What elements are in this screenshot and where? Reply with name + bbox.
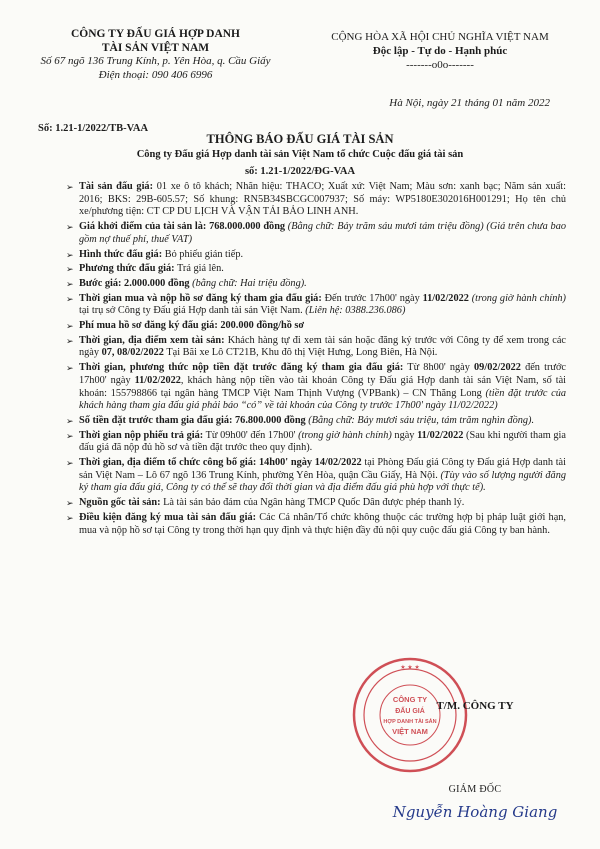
- bullet-icon: ➢: [66, 264, 74, 275]
- bullet-icon: ➢: [66, 458, 74, 469]
- national-header: [300, 30, 580, 110]
- svg-text:HỢP DANH TÀI SẢN: HỢP DANH TÀI SẢN: [383, 719, 437, 725]
- item-text: Bỏ phiếu gián tiếp.: [162, 248, 244, 260]
- item-text: 09/02/2022: [474, 362, 521, 374]
- bullet-icon: ➢: [66, 278, 74, 289]
- svg-text:ĐẤU GIÁ: ĐẤU GIÁ: [395, 708, 425, 715]
- company-address: Số 67 ngõ 136 Trung Kính, p. Yên Hòa, q. Cầu Giấy: [40, 55, 271, 67]
- item-text: 11/02/2022: [422, 292, 469, 304]
- motto-separator: -------o0o-------: [406, 59, 474, 71]
- list-item: [66, 292, 566, 318]
- bullet-icon: ➢: [66, 249, 74, 260]
- item-label: Số tiền đặt trước tham gia đấu giá: 76.800.000 đồng: [79, 414, 306, 426]
- issue-date: Hà Nội, ngày 21 tháng 01 năm 2022: [389, 97, 550, 109]
- company-phone: Điện thoại: 090 406 6996: [98, 68, 213, 81]
- list-item: [66, 277, 566, 291]
- signature-block: [380, 700, 570, 821]
- bullet-icon: ➢: [66, 415, 74, 426]
- item-text: 11/02/2022: [134, 374, 181, 386]
- item-text: đến trước 17h00' ngày: [79, 362, 566, 386]
- item-text: (Sau khi người tham gia đấu giá đã nộp đủ hồ sơ và tiền đặt trước theo quy định).: [79, 429, 566, 454]
- list-item: [66, 181, 566, 219]
- item-label: Bước giá: 2.000.000 đồng: [79, 277, 190, 289]
- list-item: [66, 320, 566, 333]
- item-text: 01 xe ô tô khách; Nhãn hiệu: THACO; Xuất xứ: Việt Nam; Màu sơn: xanh bạc; Năm sản xuất: 2016; BKS: 29B-605.57; Số khung: RN5B34SBCGC007937; Số máy: WP5180E302016H001291; Họ tên chủ xe/phương tiện: CT CP DU LỊCH VÀ VẬN TẢI BẢO LINH ANH.: [79, 181, 566, 218]
- list-item: [66, 511, 566, 537]
- svg-text:VIỆT NAM: VIỆT NAM: [392, 727, 428, 736]
- item-label: Điều kiện đăng ký mua tài sản đấu giá:: [79, 511, 257, 523]
- item-text: (Liên hệ: 0388.236.086): [305, 305, 406, 317]
- item-label: Thời gian mua và nộp hồ sơ đăng ký tham gia đấu giá:: [79, 292, 322, 304]
- item-text: 07, 08/02/2022: [101, 347, 164, 359]
- list-item: [66, 221, 566, 246]
- item-label: Tài sản đấu giá:: [79, 181, 154, 192]
- document-number: Số: 1.21-1/2022/TB-VAA: [38, 123, 149, 134]
- list-item: [66, 457, 566, 495]
- item-text: ngày: [391, 429, 418, 441]
- item-text: Từ 09h00' đến 17h00': [203, 429, 299, 441]
- company-name-line2: TÀI SẢN VIỆT NAM: [101, 41, 210, 54]
- bullet-icon: ➢: [66, 222, 74, 233]
- bullet-icon: ➢: [66, 321, 74, 332]
- bullet-icon: ➢: [66, 363, 74, 374]
- signature-on-behalf: T/M. CÔNG TY: [436, 700, 514, 712]
- item-text: Các Cá nhân/Tổ chức không thuộc các trường hợp bị pháp luật giới hạn, mua và nộp hồ sơ tại Công ty trong thời hạn quy định và thực hiện đầy đủ nội quy cuộc đấu giá Công ty ban hành.: [79, 511, 566, 536]
- item-text: tại Phòng Đấu giá Công ty Đấu giá Hợp danh tài sản Việt Nam – Lô 67 ngõ 136 Trung Kính, phường Yên Hòa, quận Cầu Giấy, Hà Nội.: [79, 457, 566, 481]
- list-item: [66, 334, 566, 360]
- svg-text:★ ★ ★: ★ ★ ★: [400, 665, 420, 671]
- item-label: Thời gian, phương thức nộp tiền đặt trước đăng ký tham gia đấu giá:: [79, 362, 404, 374]
- item-text: (bằng chữ: Hai triệu đồng).: [189, 277, 307, 289]
- list-item: [66, 414, 566, 428]
- item-text: Khách hàng tự đi xem tài sản hoặc đăng ký trước với Công ty để xem trong các ngày: [79, 334, 566, 359]
- item-text: Trả giá lên.: [174, 263, 224, 275]
- bullet-icon: ➢: [66, 182, 74, 192]
- item-text: (Tùy vào số lượng người đăng ký tham gia đấu giá, Công ty có thể sẽ thay đổi thời gian và địa điểm đấu giá phù hợp với thực tế).: [79, 469, 566, 494]
- item-label: Hình thức đấu giá:: [79, 248, 163, 260]
- item-text: (Bằng chữ: Bảy mươi sáu triệu, tám trăm nghìn đồng).: [305, 414, 535, 426]
- item-label: Thời gian, địa điểm xem tài sản:: [79, 334, 225, 346]
- item-text: (tiền đặt trước của khách hàng tham gia đấu giá phải báo “có” về tài khoản của Công ty trước 17h00' ngày 11/02/2022): [79, 387, 566, 412]
- item-text: Là tài sản bảo đảm của Ngân hàng TMCP Quốc Dân được phép thanh lý.: [160, 497, 465, 509]
- item-text: Từ 8h00' ngày: [403, 362, 475, 374]
- notice-title: THÔNG BÁO ĐẤU GIÁ TÀI SẢN: [206, 132, 394, 146]
- item-label: Phương thức đấu giá:: [79, 263, 175, 275]
- list-item: [66, 362, 567, 413]
- item-text: , khách hàng nộp tiền vào tài khoản Công ty Đấu giá Hợp danh tài sản Việt Nam, số tài khoản: 155798866 tại ngân hàng TMCP Việt Nam Thịnh Vượng (VPBank) – CN Thăng Long: [79, 374, 567, 399]
- item-text: (Bằng chữ: Bảy trăm sáu mươi tám triệu đồng) (Giá trên chưa bao gồm nợ thuế phí, thuế VAT): [79, 221, 566, 245]
- company-header: [28, 28, 283, 136]
- company-name-line1: CÔNG TY ĐẤU GIÁ HỢP DANH: [71, 28, 240, 40]
- svg-text:CÔNG TY: CÔNG TY: [392, 695, 428, 704]
- item-label: Thời gian, địa điểm tổ chức công bố giá: 14h00' ngày 14/02/2022: [79, 457, 362, 469]
- list-item: [66, 497, 566, 510]
- item-label: Giá khởi điểm của tài sản là: 768.000.000 đồng: [79, 221, 286, 233]
- bullet-icon: ➢: [66, 512, 74, 523]
- item-text: (trong giờ hành chính): [468, 292, 566, 304]
- item-text: 11/02/2022: [417, 429, 464, 441]
- signature-role: GIÁM ĐỐC: [448, 784, 502, 795]
- list-item: [66, 429, 566, 455]
- nation-name: CỘNG HÒA XÃ HỘI CHỦ NGHĨA VIỆT NAM: [331, 31, 549, 43]
- item-label: Nguồn gốc tài sản:: [79, 497, 161, 509]
- auction-number: số: 1.21-1/2022/ĐG-VAA: [244, 166, 356, 177]
- signatory-name: Nguyễn Hoàng Giang: [392, 803, 558, 821]
- bullet-icon: ➢: [66, 293, 74, 304]
- list-item: [66, 248, 566, 262]
- bullet-icon: ➢: [66, 498, 74, 509]
- item-label: Phí mua hồ sơ đăng ký đấu giá: 200.000 đồng/hồ sơ: [79, 320, 305, 332]
- item-text: (trong giờ hành chính): [298, 429, 392, 441]
- item-text: Đến trước 17h00' ngày: [321, 292, 423, 304]
- national-motto: Độc lập - Tự do - Hạnh phúc: [372, 45, 508, 57]
- item-text: Tại Bãi xe Lô CT21B, Khu đô thị Việt Hưng, Long Biên, Hà Nội.: [163, 347, 438, 359]
- auction-details-list: [66, 181, 567, 539]
- list-item: [66, 263, 566, 276]
- bullet-icon: ➢: [66, 430, 74, 441]
- bullet-icon: ➢: [66, 335, 74, 346]
- notice-subtitle: Công ty Đấu giá Hợp danh tài sản Việt Nam tổ chức Cuộc đấu giá tài sản: [136, 149, 464, 160]
- item-label: Thời gian nộp phiếu trả giá:: [79, 429, 204, 441]
- item-text: tại trụ sở Công ty Đấu giá Hợp danh tài sản Việt Nam.: [79, 305, 306, 317]
